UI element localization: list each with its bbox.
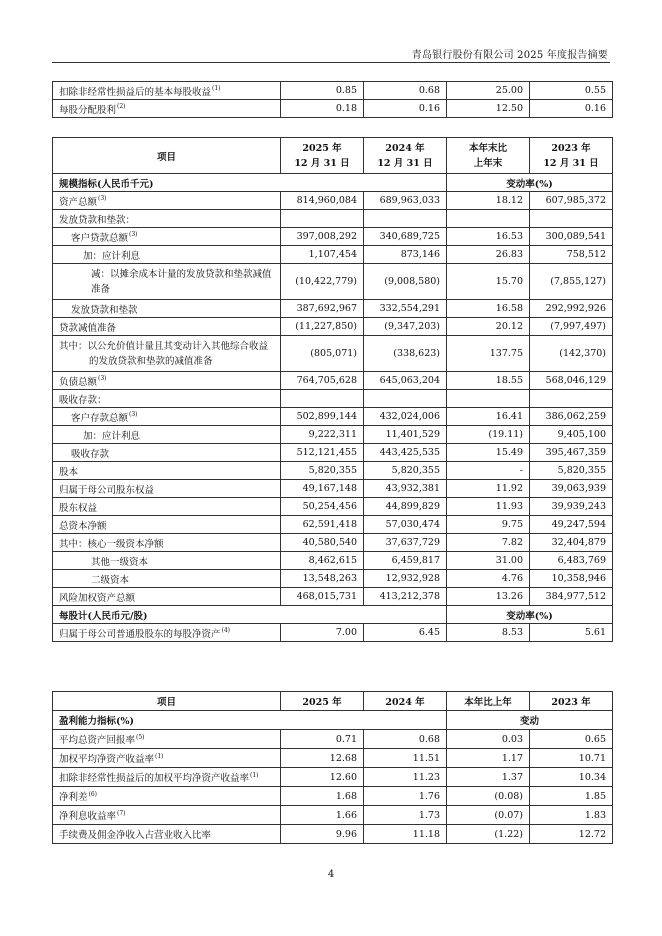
value-cell: 18.55 [447, 372, 530, 390]
row-label: 二级资本 [53, 570, 281, 588]
value-cell: 5,820,355 [530, 462, 613, 480]
value-cell: 607,985,372 [530, 192, 613, 210]
row-label: 股本 [53, 462, 281, 480]
table-row [53, 825, 613, 844]
table-header-row [53, 692, 613, 711]
value-cell: 384,977,512 [530, 588, 613, 606]
row-label: 扣除非经常性损益后的加权平均净资产收益率 [59, 773, 250, 784]
row-label: 负债总额 [59, 376, 98, 388]
value-cell: 5.61 [530, 624, 613, 642]
value-cell: (805,071) [281, 336, 364, 372]
row-label: 平均总资产回报率 [59, 735, 136, 746]
row-label: 吸收存款 [53, 444, 281, 462]
value-cell: (338,623) [364, 336, 447, 372]
header-item: 项目 [53, 692, 281, 711]
value-cell: 11.92 [447, 480, 530, 498]
section-row [53, 606, 613, 624]
table-row [53, 246, 613, 264]
footnote-ref: (1) [250, 771, 259, 779]
value-cell: 13.26 [447, 588, 530, 606]
row-label: 吸收存款： [53, 390, 281, 408]
row-label: 风险加权资产总额 [53, 588, 281, 606]
value-cell: 502,899,144 [281, 408, 364, 426]
value-cell: 37,637,729 [364, 534, 447, 552]
footnote-ref: (4) [221, 627, 231, 635]
value-cell: 11,401,529 [364, 426, 447, 444]
value-cell: 7.82 [447, 534, 530, 552]
value-cell: (142,370) [530, 336, 613, 372]
value-cell: 49,247,594 [530, 516, 613, 534]
value-cell: 50,254,456 [281, 498, 364, 516]
value-cell: 13,548,263 [281, 570, 364, 588]
row-label: 其中：核心一级资本净额 [53, 534, 281, 552]
section-change-label: 变动率(%) [447, 606, 613, 624]
value-cell: 12.50 [447, 100, 530, 118]
value-cell: 10.34 [530, 768, 613, 787]
value-cell: 292,992,926 [530, 300, 613, 318]
value-cell: 764,705,628 [281, 372, 364, 390]
table-row [53, 516, 613, 534]
section-label: 规模指标(人民币千元) [53, 174, 447, 192]
table-row [53, 318, 613, 336]
value-cell: 432,024,006 [364, 408, 447, 426]
value-cell: 16.41 [447, 408, 530, 426]
value-cell: 8.53 [447, 624, 530, 642]
table-row [53, 390, 613, 408]
section-row [53, 711, 613, 730]
table-row [53, 82, 613, 100]
table-row [53, 300, 613, 318]
value-cell: 9,405,100 [530, 426, 613, 444]
value-cell: 512,121,455 [281, 444, 364, 462]
header-col-2024: 2024 年 [364, 692, 447, 711]
table-row [53, 588, 613, 606]
value-cell: 0.16 [530, 100, 613, 118]
value-cell: (10,422,779) [281, 264, 364, 300]
footnote-ref: (7) [117, 809, 126, 817]
table-row [53, 552, 613, 570]
footnote-ref: (2) [117, 103, 126, 111]
value-cell: 6,459,817 [364, 552, 447, 570]
table-row [53, 228, 613, 246]
row-label: 资产总额 [59, 196, 98, 208]
value-cell: 1.83 [530, 806, 613, 825]
value-cell: 6.45 [364, 624, 447, 642]
value-cell: 4.76 [447, 570, 530, 588]
value-cell: (11,227,850) [281, 318, 364, 336]
value-cell: 387,692,967 [281, 300, 364, 318]
value-cell: 6,483,769 [530, 552, 613, 570]
value-cell: 12.60 [281, 768, 364, 787]
value-cell: 25.00 [447, 82, 530, 100]
row-label: 净利差 [59, 792, 88, 803]
value-cell: 814,960,084 [281, 192, 364, 210]
row-label: 其中：以公允价值计量且其变动计入其他综合收益 的发放贷款和垫款的减值准备 [53, 336, 281, 372]
value-cell: (7,855,127) [530, 264, 613, 300]
value-cell: 5,820,355 [281, 462, 364, 480]
value-cell: - [447, 462, 530, 480]
value-cell: 7.00 [281, 624, 364, 642]
value-cell: 10,358,946 [530, 570, 613, 588]
header-col-2025: 2025 年 12 月 31 日 [281, 138, 364, 174]
section-change-label: 变动率(%) [447, 174, 613, 192]
section-label: 盈利能力指标(%) [53, 711, 447, 730]
value-cell: 0.18 [281, 100, 364, 118]
table-row [53, 192, 613, 210]
row-label: 贷款减值准备 [53, 318, 281, 336]
value-cell: 0.68 [364, 730, 447, 749]
value-cell: 49,167,148 [281, 480, 364, 498]
table-row [53, 498, 613, 516]
row-label: 扣除非经常性损益后的基本每股收益 [59, 86, 212, 98]
report-header-title: 青岛银行股份有限公司 2025 年度报告摘要 [411, 50, 608, 61]
value-cell: 12.72 [530, 825, 613, 844]
table-row [53, 100, 613, 118]
value-cell: 413,212,378 [364, 588, 447, 606]
value-cell: 137.75 [447, 336, 530, 372]
table-row [53, 806, 613, 825]
value-cell: 758,512 [530, 246, 613, 264]
row-label: 归属于母公司股东权益 [53, 480, 281, 498]
value-cell: 11.23 [364, 768, 447, 787]
value-cell: 0.16 [364, 100, 447, 118]
section-label: 每股计(人民币元/股) [53, 606, 447, 624]
table-row [53, 787, 613, 806]
table-row [53, 210, 613, 228]
value-cell: 397,008,292 [281, 228, 364, 246]
value-cell: 1.66 [281, 806, 364, 825]
value-cell: 9.96 [281, 825, 364, 844]
row-label: 加权平均净资产收益率 [59, 754, 155, 765]
table-header-row [53, 138, 613, 174]
value-cell: 443,425,535 [364, 444, 447, 462]
value-cell: 11.93 [447, 498, 530, 516]
header-col-change: 本年末比 上年末 [447, 138, 530, 174]
value-cell: (0.08) [447, 787, 530, 806]
table-row [53, 264, 613, 300]
value-cell: 1.68 [281, 787, 364, 806]
value-cell: 689,963,033 [364, 192, 447, 210]
value-cell: 0.71 [281, 730, 364, 749]
row-label: 净利息收益率 [59, 811, 117, 822]
value-cell: 11.51 [364, 749, 447, 768]
value-cell: (9,347,203) [364, 318, 447, 336]
value-cell: 468,015,731 [281, 588, 364, 606]
value-cell: 15.49 [447, 444, 530, 462]
row-label: 股东权益 [53, 498, 281, 516]
profitability-table [52, 691, 613, 844]
value-cell: (1.22) [447, 825, 530, 844]
table-row [53, 749, 613, 768]
row-label: 总资本净额 [53, 516, 281, 534]
value-cell: 9,222,311 [281, 426, 364, 444]
value-cell: 39,063,939 [530, 480, 613, 498]
value-cell: 31.00 [447, 552, 530, 570]
eps-table [52, 81, 613, 118]
table-row [53, 426, 613, 444]
footnote-ref: (6) [88, 790, 98, 798]
value-cell: 9.75 [447, 516, 530, 534]
row-label: 归属于母公司普通股股东的每股净资产 [59, 628, 221, 640]
value-cell: 32,404,879 [530, 534, 613, 552]
value-cell: 62,591,418 [281, 516, 364, 534]
value-cell: 1.76 [364, 787, 447, 806]
footnote-ref: (1) [212, 85, 221, 93]
footnote-ref: (3) [98, 195, 107, 203]
value-cell: 18.12 [447, 192, 530, 210]
value-cell: 20.12 [447, 318, 530, 336]
value-cell: 0.65 [530, 730, 613, 749]
header-col-2025: 2025 年 [281, 692, 364, 711]
section-change-label: 变动 [447, 711, 613, 730]
row-label: 每股分配股利 [59, 104, 117, 116]
table-row [53, 444, 613, 462]
value-cell: 1.17 [447, 749, 530, 768]
footnote-ref: (3) [129, 231, 138, 239]
table-row [53, 768, 613, 787]
footnote-ref: (3) [98, 375, 107, 383]
row-label: 加：应计利息 [53, 246, 281, 264]
row-label: 客户存款总额 [71, 412, 129, 424]
value-cell: 1.73 [364, 806, 447, 825]
value-cell: 39,939,243 [530, 498, 613, 516]
value-cell: (19.11) [447, 426, 530, 444]
value-cell: 873,146 [364, 246, 447, 264]
header-col-2023: 2023 年 [530, 692, 613, 711]
footnote-ref: (5) [136, 733, 145, 741]
value-cell: 300,089,541 [530, 228, 613, 246]
table-row [53, 462, 613, 480]
table-row [53, 534, 613, 552]
value-cell: 0.03 [447, 730, 530, 749]
header-col-2023: 2023 年 12 月 31 日 [530, 138, 613, 174]
value-cell: 0.55 [530, 82, 613, 100]
value-cell: (0.07) [447, 806, 530, 825]
page-number: 4 [327, 869, 335, 880]
value-cell: 16.53 [447, 228, 530, 246]
row-label: 手续费及佣金净收入占营业收入比率 [53, 825, 281, 844]
value-cell: (9,008,580) [364, 264, 447, 300]
table-row [53, 480, 613, 498]
value-cell: 57,030,474 [364, 516, 447, 534]
section-row [53, 174, 613, 192]
value-cell: 5,820,355 [364, 462, 447, 480]
value-cell: 12.68 [281, 749, 364, 768]
header-col-change: 本年比上年 [447, 692, 530, 711]
table-row [53, 372, 613, 390]
table-row [53, 570, 613, 588]
header-item: 项目 [53, 138, 281, 174]
footnote-ref: (1) [155, 752, 164, 760]
value-cell: 395,467,359 [530, 444, 613, 462]
value-cell: 43,932,381 [364, 480, 447, 498]
value-cell: 332,554,291 [364, 300, 447, 318]
value-cell: 8,462,615 [281, 552, 364, 570]
row-label: 加：应计利息 [53, 426, 281, 444]
row-label: 发放贷款和垫款： [53, 210, 281, 228]
row-label: 其他一级资本 [53, 552, 281, 570]
value-cell: (7,997,497) [530, 318, 613, 336]
value-cell: 1,107,454 [281, 246, 364, 264]
value-cell: 568,046,129 [530, 372, 613, 390]
value-cell: 40,580,540 [281, 534, 364, 552]
table-row [53, 336, 613, 372]
value-cell: 340,689,725 [364, 228, 447, 246]
value-cell: 26.83 [447, 246, 530, 264]
scale-indicators-table [52, 137, 613, 642]
value-cell: 0.85 [281, 82, 364, 100]
value-cell: 645,063,204 [364, 372, 447, 390]
header-col-2024: 2024 年 12 月 31 日 [364, 138, 447, 174]
value-cell: 1.37 [447, 768, 530, 787]
value-cell: 12,932,928 [364, 570, 447, 588]
value-cell: 44,899,829 [364, 498, 447, 516]
footnote-ref: (3) [129, 411, 138, 419]
row-label: 客户贷款总额 [71, 232, 129, 244]
value-cell: 11.18 [364, 825, 447, 844]
value-cell: 15.70 [447, 264, 530, 300]
value-cell: 10.71 [530, 749, 613, 768]
value-cell: 1.85 [530, 787, 613, 806]
value-cell: 16.58 [447, 300, 530, 318]
header-divider [52, 62, 610, 63]
value-cell: 386,062,259 [530, 408, 613, 426]
row-label: 发放贷款和垫款 [53, 300, 281, 318]
table-row [53, 624, 613, 642]
table-row [53, 730, 613, 749]
table-row [53, 408, 613, 426]
row-label: 减：以摊余成本计量的发放贷款和垫款减值 准备 [53, 264, 281, 300]
value-cell: 0.68 [364, 82, 447, 100]
